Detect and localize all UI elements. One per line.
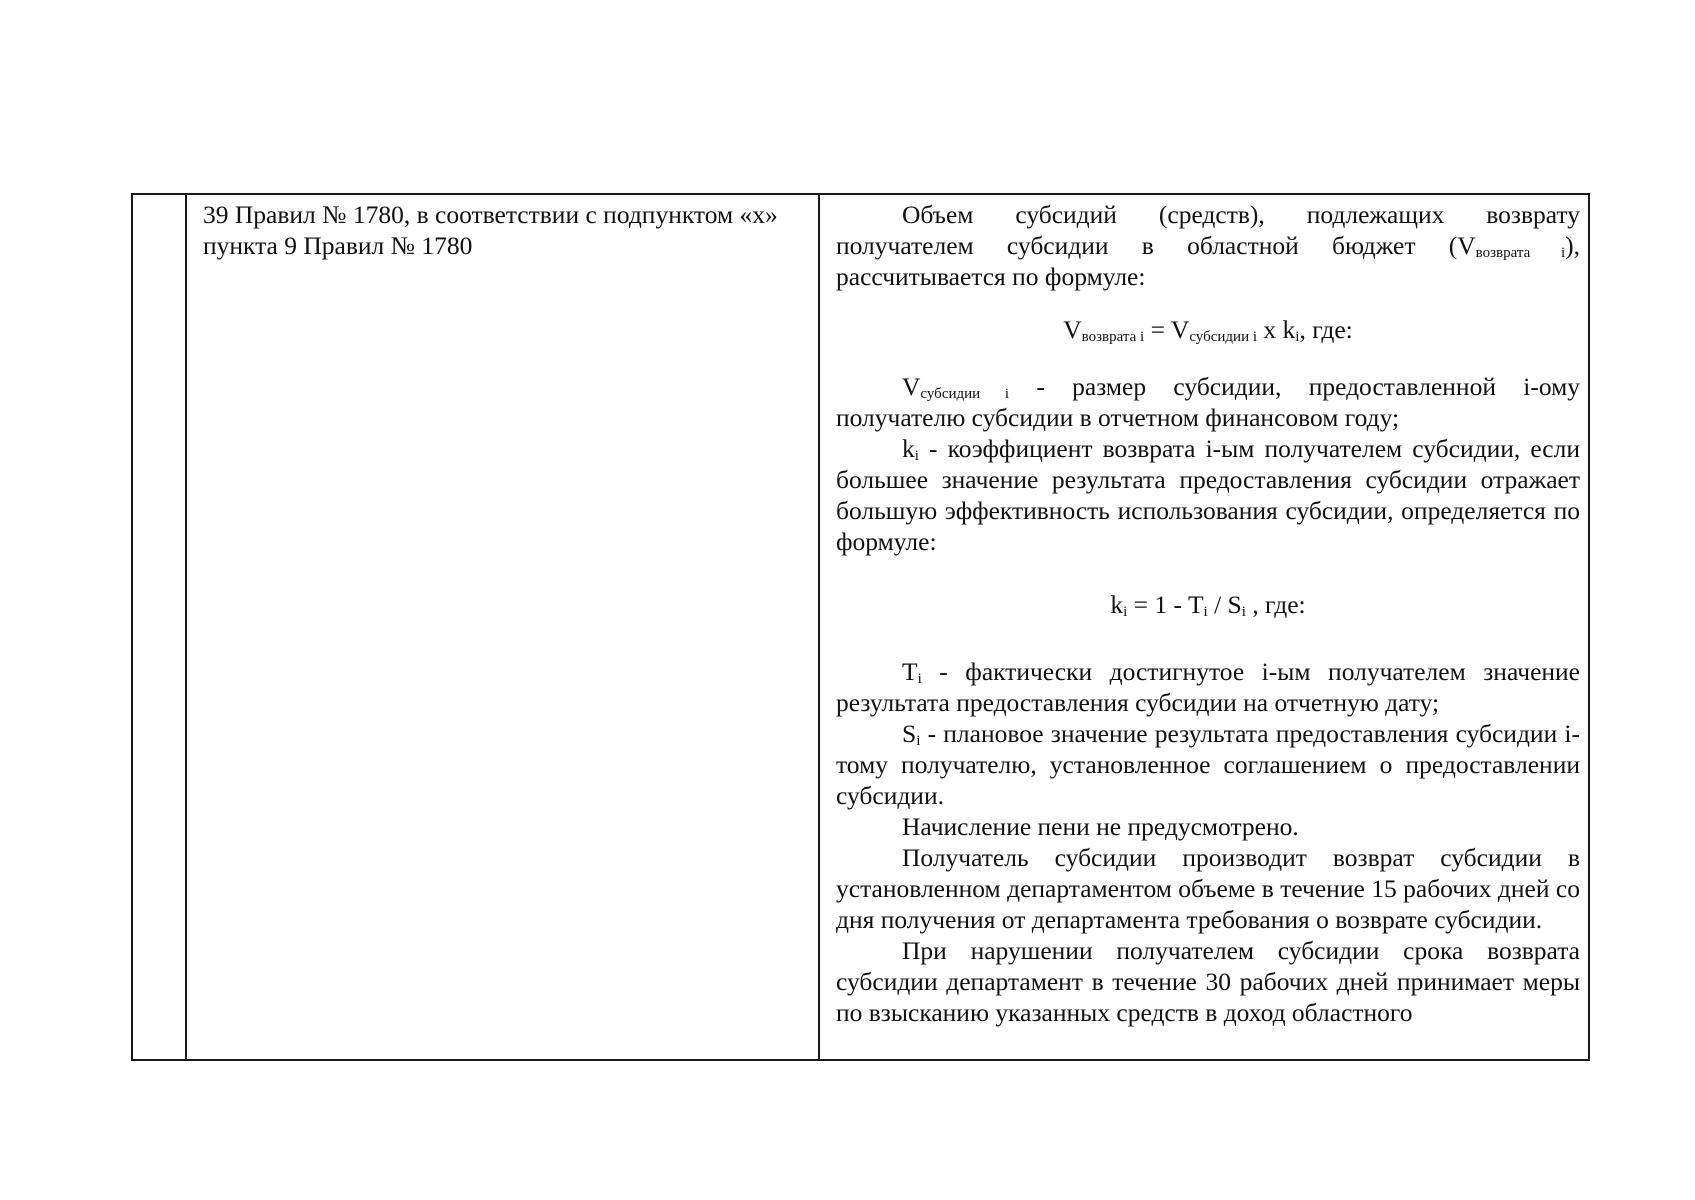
coefficient-formula: $k_i = 1 - T_i / S_i$ , где: [1110,590,1306,620]
return-volume-formula: $V_{возврата i} = V_{субсидии i}$ x $k_i$, где: [1063,315,1353,345]
definition-s: $S_i$ - плановое значение результата предоставления субсидии i-тому получателю, установленное соглашением о предоставлении субсидии. [836,719,1580,810]
definition-k: $k_i$ - коэффициент возврата i-ым получателем субсидии, если большее значение результата предоставления субсидии отражает большую эффективность использования субсидии, определяется по формуле: [836,434,1580,556]
definition-v-subsidy: $V_{субсидии i}$ - размер субсидии, предоставленной i-ому получателю субсидии в отчетном финансовом году; [836,372,1581,432]
return-term-paragraph: Получатель субсидии производит возврат субсидии в установленном департаментом объеме в течение 15 рабочих дней со дня получения от департамента требования о возврате субсидии. [836,843,1580,934]
reference-text: 39 Правил № 1780, в соответствии с подпунктом «х» пункта 9 Правил № 1780 [203,200,778,260]
reference-cell [187,195,820,1059]
intro-paragraph: Объем субсидий (средств), подлежащих возврату получателем субсидии в областной бюджет $(V_{возврата i})$, рассчитывается по формуле: [836,200,1580,291]
penalty-paragraph: Начисление пени не предусмотрено. [902,812,1299,841]
definition-t: $T_i$ - фактически достигнутое i-ым получателем значение результата предоставления субсидии на отчетную дату; [836,657,1580,717]
document-table [131,193,1590,1061]
number-column [133,195,187,1059]
violation-paragraph: При нарушении получателем субсидии срока возврата субсидии департамент в течение 30 рабочих дней принимает меры по взысканию указанных средств в доход областного [836,936,1580,1027]
content-cell [820,195,1588,1059]
